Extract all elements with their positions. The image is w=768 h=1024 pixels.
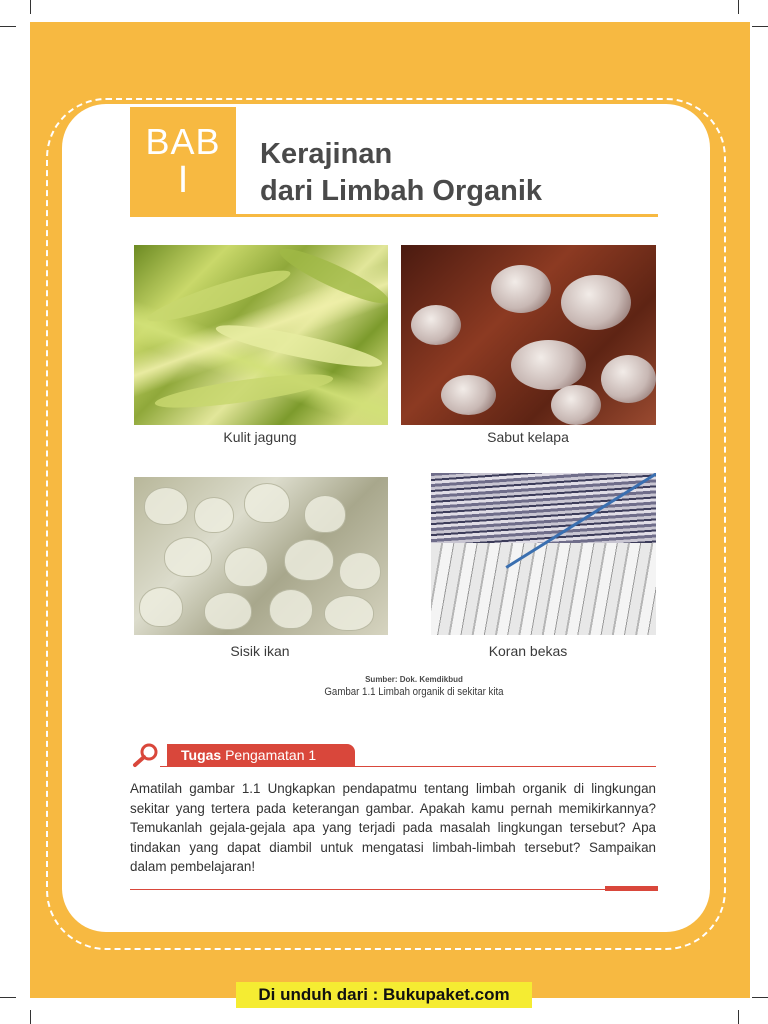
photo-fish-scales — [134, 477, 388, 635]
bottom-rule — [130, 889, 658, 890]
chapter-number: I — [177, 159, 189, 201]
download-banner[interactable]: Di unduh dari : Bukupaket.com — [236, 982, 532, 1008]
chapter-title-line1: Kerajinan — [260, 138, 393, 170]
figure-source: Sumber: Dok. Kemdikbud — [365, 675, 463, 684]
task-instructions: Amatilah gambar 1.1 Ungkapkan pendapatmu tentang limbah organik di lingkungan sekitar yang tertera pada keterangan gambar. Apakah kamu pernah memikirkannya? Temukanlah gejala-gejala apa yang terjadi pada masalah lingkungan tersebut? Apa tindakan yang dapat diambil untuk mengatasi limbah-limbah tersebut? Sampaikan dalam pembelajaran! — [130, 781, 656, 875]
crop-mark — [752, 997, 768, 998]
figure-caption: Gambar 1.1 Limbah organik di sekitar kita — [324, 686, 504, 698]
chapter-label: BAB — [145, 121, 221, 162]
chapter-title-line2: dari Limbah Organik — [260, 175, 542, 207]
photo-newspaper — [431, 473, 656, 635]
crop-mark — [738, 0, 739, 14]
photo-coconut-husk — [401, 245, 656, 425]
caption-fish-scales: Sisik ikan — [230, 643, 290, 659]
crop-mark — [30, 1010, 31, 1024]
caption-coconut-husk: Sabut kelapa — [487, 429, 569, 445]
crop-mark — [0, 26, 16, 27]
title-underline — [130, 214, 658, 217]
crop-mark — [30, 0, 31, 14]
caption-corn-husk: Kulit jagung — [223, 429, 297, 445]
crop-mark — [752, 26, 768, 27]
magnifier-icon — [131, 742, 161, 768]
bottom-accent-bar — [605, 886, 658, 891]
caption-newspaper: Koran bekas — [488, 643, 568, 659]
photo-corn-husk — [134, 245, 388, 425]
task-label-rest: Pengamatan 1 — [221, 747, 317, 763]
crop-mark — [0, 997, 16, 998]
task-label-bold: Tugas — [181, 747, 222, 763]
task-header — [167, 744, 355, 767]
crop-mark — [738, 1010, 739, 1024]
chapter-box — [130, 107, 236, 215]
